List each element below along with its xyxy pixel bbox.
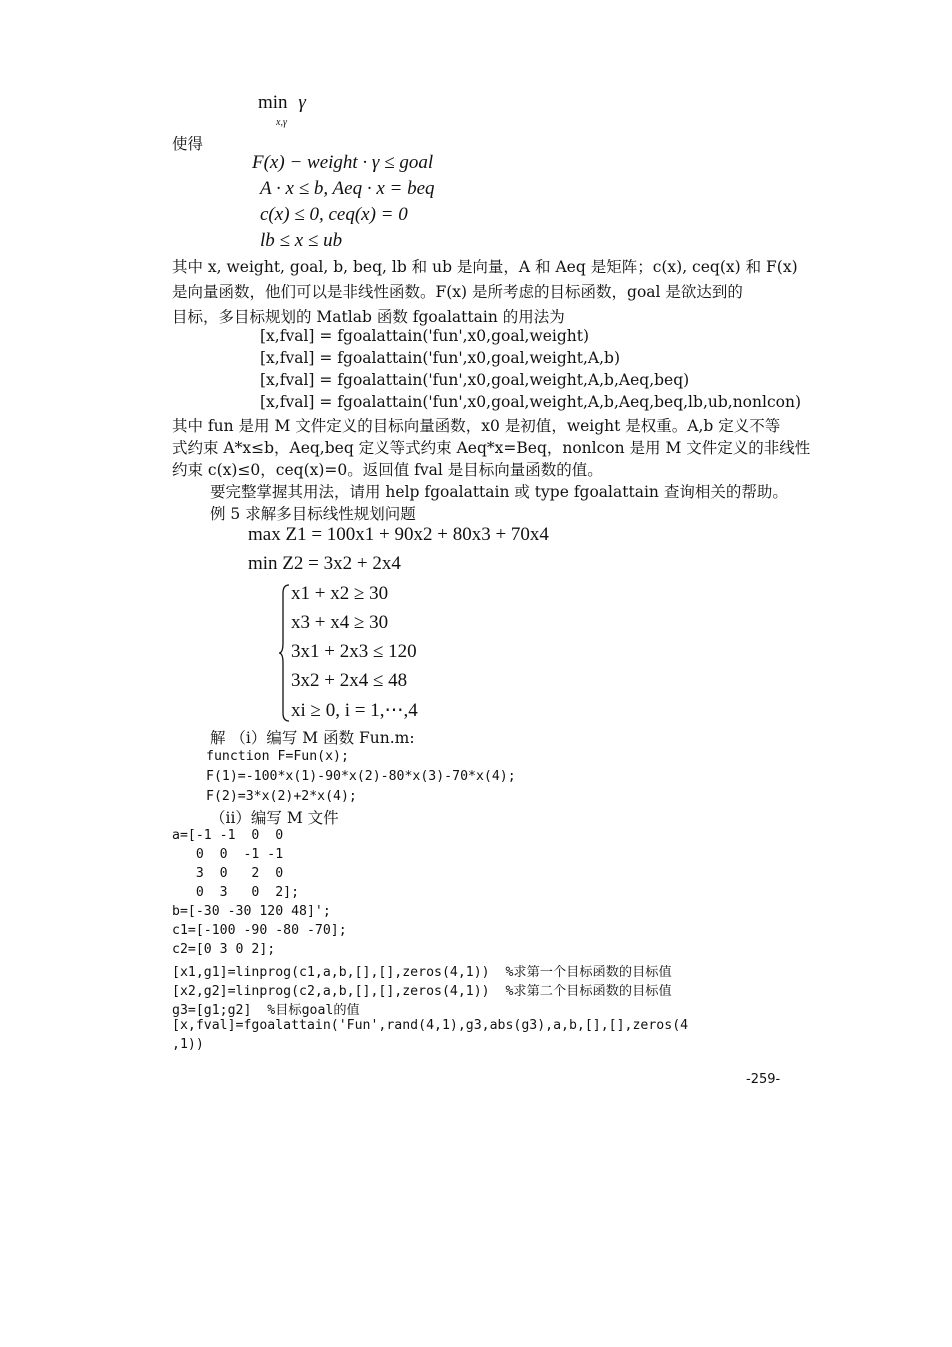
main-code-line-2: 0 0 -1 -1 — [172, 847, 284, 862]
paragraph1-line1: 其中 x, weight, goal, b, beq, lb 和 ub 是向量，A 和 Aeq 是矩阵；c(x), ceq(x) 和 F(x) — [172, 258, 798, 276]
system-row-1: x1 + x2 ≥ 30 — [291, 583, 389, 604]
system-row-3: 3x1 + 2x3 ≤ 120 — [291, 641, 417, 662]
paragraph2-line2: 式约束 A*x≤b，Aeq,beq 定义等式约束 Aeq*x=Beq，nonlcon 是用 M 文件定义的非线性 — [172, 439, 811, 457]
paragraph1-line2: 是向量函数，他们可以是非线性函数。F(x) 是所考虑的目标函数，goal 是欲达到的 — [172, 283, 743, 301]
system-row-5: xi ≥ 0, i = 1,⋯,4 — [291, 700, 418, 721]
main-code-line-3: 3 0 2 0 — [172, 866, 284, 881]
main-code-line-1: a=[-1 -1 0 0 — [172, 828, 284, 843]
usage-4: [x,fval] = fgoalattain('fun',x0,goal,weight,A,b,Aeq,beq,lb,ub,nonlcon) — [260, 393, 801, 411]
such-that-label: 使得 — [172, 135, 204, 153]
main-code-line-8: [x1,g1]=linprog(c1,a,b,[],[],zeros(4,1)) %求第一个目标函数的目标值 — [172, 965, 672, 980]
system-row-2: x3 + x4 ≥ 30 — [291, 612, 389, 633]
paragraph2-line1: 其中 fun 是用 M 文件定义的目标向量函数，x0 是初值，weight 是权重。A,b 定义不等 — [172, 417, 781, 435]
fun-code-line-1: function F=Fun(x); — [206, 749, 349, 764]
objective-max-z1: max Z1 = 100x1 + 90x2 + 80x3 + 70x4 — [248, 524, 549, 545]
main-code-line-10: g3=[g1;g2] %目标goal的值 — [172, 1003, 360, 1018]
paragraph2-line3: 约束 c(x)≤0，ceq(x)=0。返回值 fval 是目标向量函数的值。 — [172, 461, 603, 479]
constraint-linear: A · x ≤ b, Aeq · x = beq — [260, 178, 435, 199]
usage-2: [x,fval] = fgoalattain('fun',x0,goal,weight,A,b) — [260, 349, 621, 367]
min-subscript: x,γ — [276, 117, 287, 128]
constraint-nonlinear: c(x) ≤ 0, ceq(x) = 0 — [260, 204, 408, 225]
fun-code-line-3: F(2)=3*x(2)+2*x(4); — [206, 789, 357, 804]
main-code-line-7: c2=[0 3 0 2]; — [172, 942, 276, 957]
system-row-4: 3x2 + 2x4 ≤ 48 — [291, 670, 408, 691]
main-code-line-4: 0 3 0 2]; — [172, 885, 300, 900]
constraint-goal: F(x) − weight · γ ≤ goal — [252, 152, 434, 173]
fun-code-line-2: F(1)=-100*x(1)-90*x(2)-80*x(3)-70*x(4); — [206, 769, 516, 784]
paragraph3: 要完整掌握其用法，请用 help fgoalattain 或 type fgoalattain 查询相关的帮助。 — [210, 483, 788, 501]
main-code-line-6: c1=[-100 -90 -80 -70]; — [172, 923, 347, 938]
objective-min — [258, 92, 306, 114]
min-operator: min — [258, 92, 288, 113]
page-number: -259- — [746, 1072, 781, 1087]
usage-3: [x,fval] = fgoalattain('fun',x0,goal,weight,A,b,Aeq,beq) — [260, 371, 690, 389]
solution-step1: 解 （i）编写 M 函数 Fun.m: — [210, 729, 415, 747]
gamma-symbol: γ — [298, 92, 306, 113]
constraint-bounds: lb ≤ x ≤ ub — [260, 230, 343, 251]
main-code-line-11: [x,fval]=fgoalattain('Fun',rand(4,1),g3,abs(g3),a,b,[],[],zeros(4 — [172, 1018, 689, 1033]
objective-min-z2: min Z2 = 3x2 + 2x4 — [248, 553, 401, 574]
left-brace — [278, 583, 290, 723]
main-code-line-12: ,1)) — [172, 1037, 204, 1052]
main-code-line-9: [x2,g2]=linprog(c2,a,b,[],[],zeros(4,1)) %求第二个目标函数的目标值 — [172, 984, 672, 999]
paragraph1-line3: 目标，多目标规划的 Matlab 函数 fgoalattain 的用法为 — [172, 308, 565, 326]
example-title: 例 5 求解多目标线性规划问题 — [210, 505, 416, 523]
main-code-line-5: b=[-30 -30 120 48]'; — [172, 904, 331, 919]
usage-1: [x,fval] = fgoalattain('fun',x0,goal,weight) — [260, 327, 590, 345]
solution-step2: （ii）编写 M 文件 — [210, 809, 339, 827]
